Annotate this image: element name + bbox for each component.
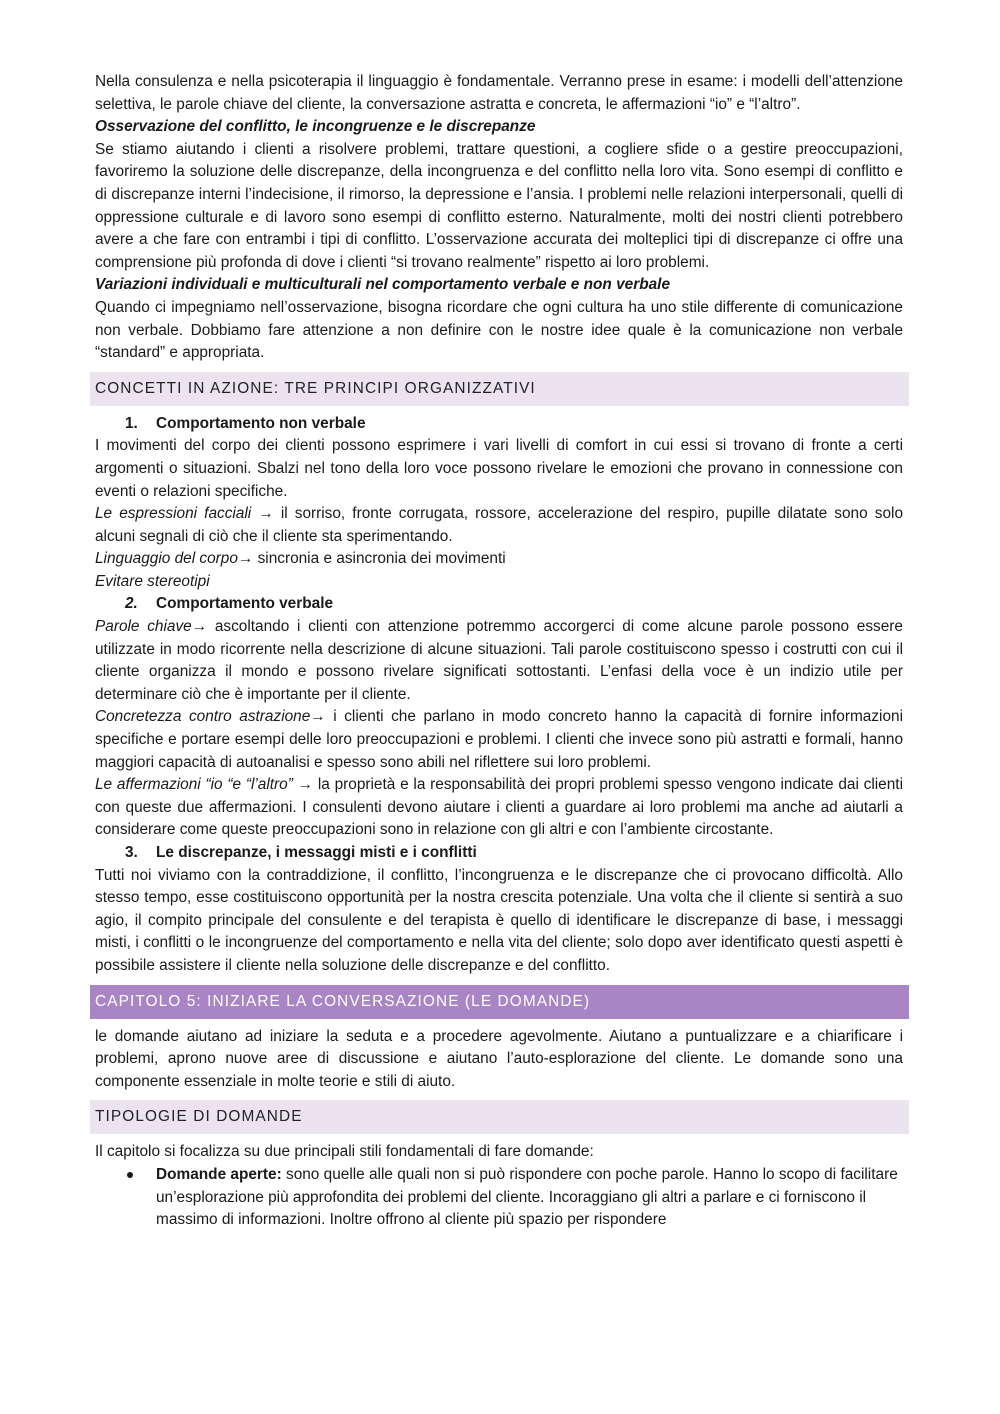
section-paragraph-multicultural: Quando ci impegniamo nell’osservazione, bisogna ricordare che ogni cultura ha uno stile differente di comunicazione non verbale. Dobbiamo fare attenzione a non definire con le nostre idee quale è la comunicazione non verbale “standard” e appropriata. [95,298,903,362]
io-statements-text: la proprietà e la responsabilità dei propri problemi spesso vengono indicate dai clienti con queste due affermazioni. I consulenti devono aiutare i clienti a guardare ai loro problemi ma anche ad aiutarli a considerare come queste preoccupazioni sono in relazione con gli altri e con l’ambiente circostante. [95,776,904,839]
open-questions-label: Domande aperte: [156,1165,282,1183]
heading-bar-question-types: TIPOLOGIE DI DOMANDE [90,1100,909,1134]
numbered-item-verbal [95,593,903,616]
nonverbal-paragraph: I movimenti del corpo dei clienti possono esprimere i vari livelli di comfort in cui essi si trovano di fronte a certi argomenti o situazioni. Sbalzi nel tono della loro voce possono rivelare le emozioni che provano in connessione con eventi o relazioni specifiche. [95,437,903,500]
discrepancies-paragraph: Tutti noi viviamo con la contraddizione, il conflitto, l’incongruenza e le discrepanze che ci provocano difficoltà. Allo stesso tempo, esse costituiscono opportunità per la nostra crescita potenziale. Una volta che il cliente si sentirà a suo agio, il compito principale del consulente e del terapista è quello di identificare le discrepanze di base, i messaggi misti, i conflitti o le incongruenze del comportamento e nella vita del cliente; solo dopo aver identificato questi aspetti è possibile assistere il cliente nella soluzione delle discrepanze e del conflitto. [95,866,903,974]
bullet-dot-icon [127,1172,133,1178]
concreteness-label: Concretezza contro astrazione [95,708,311,726]
arrow-right-icon: → [191,618,208,636]
concreteness-text: i clienti che parlano in modo concreto hanno la capacità di fornire informazioni specifiche e portare esempi delle loro preoccupazioni e problemi. I clienti che invece sono più astratti e formali, hanno maggiori capacità di autoanalisi e spesso sono abili nel riflettere sui loro problemi. [95,708,903,771]
body-language-line [95,548,903,571]
open-questions-text: sono quelle alle quali non si può rispondere con poche parole. Hanno lo scopo di facilitare un’esplorazione più approfondita dei problemi del cliente. Incoraggiano gli altri a parlare e ci forniscono il massimo di informazioni. Inoltre offrono al cliente più spazio per rispondere [156,1165,898,1229]
intro-paragraph: Nella consulenza e nella psicoterapia il linguaggio è fondamentale. Verranno prese in esame: i modelli dell’attenzione selettiva, le parole chiave del cliente, la conversazione astratta e concreta, le affermazioni “io” e “l’altro”. [95,73,903,113]
heading-bar-concepts: CONCETTI IN AZIONE: TRE PRINCIPI ORGANIZZATIVI [90,372,909,406]
concreteness-paragraph [95,706,903,774]
item-number: 2. [125,595,138,613]
item-title: Le discrepanze, i messaggi misti e i conflitti [156,844,477,861]
item-number: 1. [125,414,138,432]
chapter-intro-paragraph: le domande aiutano ad iniziare la seduta e a procedere agevolmente. Aiutano a puntualizzare e a chiarificare i problemi, aprono nuove aree di discussione e aiutano l’auto-esplorazione del cliente. Le domande sono una componente essenziale in molte teorie e stili di aiuto. [95,1027,903,1090]
document-body [95,71,903,1232]
facial-expressions-paragraph [95,503,903,548]
numbered-item-nonverbal [95,413,903,436]
numbered-item-discrepancies [95,842,903,865]
arrow-right-icon: → [258,505,274,523]
io-statements-paragraph [95,774,903,842]
item-title: Comportamento verbale [156,595,334,613]
facial-text: il sorriso, fronte corrugata, rossore, accelerazione del respiro, pupille dilatate sono solo alcuni segnali di ciò che il cliente sta sperimentando. [95,505,904,545]
facial-label: Le espressioni facciali [95,505,252,523]
section-paragraph-conflict: Se stiamo aiutando i clienti a risolvere problemi, trattare questioni, a cogliere sfide o a gestire preoccupazioni, favoriremo la soluzione delle discrepanze, della incongruenza e del conflitto nella loro vita. Sono esempi di conflitto e di discrepanze interni l’indecisione, il rimorso, la depressione e l’ansia. I problemi nelle relazioni interpersonali, quelli di oppressione culturale e di lavoro sono esempi di conflitto esterno. Naturalmente, molti dei nostri clienti potrebbero avere a che fare con entrambi i tipi di conflitto. L’osservazione accurata dei molteplici tipi di discrepanze ci offre una comprensione più profonda di dove i clienti “si trovano realmente” rispetto ai loro problemi. [95,140,903,271]
question-types-intro: Il capitolo si focalizza su due principali stili fondamentali di fare domande: [95,1143,594,1161]
keywords-label: Parole chiave [95,618,192,636]
keywords-text: ascoltando i clienti con attenzione potremmo accorgerci di come alcune parole possono essere utilizzate in modo ricorrente nella descrizione di alcune situazioni. Tali parole costituiscono spesso i costrutti con cui il cliente organizza il mondo e possono rivelare significati sottostanti. L’enfasi della voce è un indizio utile per determinare ciò che è importante per il cliente. [95,618,903,703]
avoid-stereotypes-line: Evitare stereotipi [95,572,210,590]
keywords-paragraph [95,616,903,706]
item-number: 3. [125,844,138,861]
io-statements-label: Le affermazioni “io “e “l’altro” [95,776,293,794]
section-heading-conflict: Osservazione del conflitto, le incongruenze e le discrepanze [95,118,536,136]
body-language-text: sincronia e asincronia dei movimenti [253,550,506,568]
arrow-right-icon: → [297,776,314,794]
section-heading-multicultural: Variazioni individuali e multiculturali nel comportamento verbale e non verbale [95,276,671,294]
arrow-right-icon: → [310,708,326,726]
body-language-label: Linguaggio del corpo [95,550,238,568]
item-title: Comportamento non verbale [156,414,366,432]
arrow-right-icon: → [237,550,254,568]
bullet-open-questions [95,1164,903,1232]
chapter-heading-bar: CAPITOLO 5: INIZIARE LA CONVERSAZIONE (LE DOMANDE) [90,985,909,1019]
